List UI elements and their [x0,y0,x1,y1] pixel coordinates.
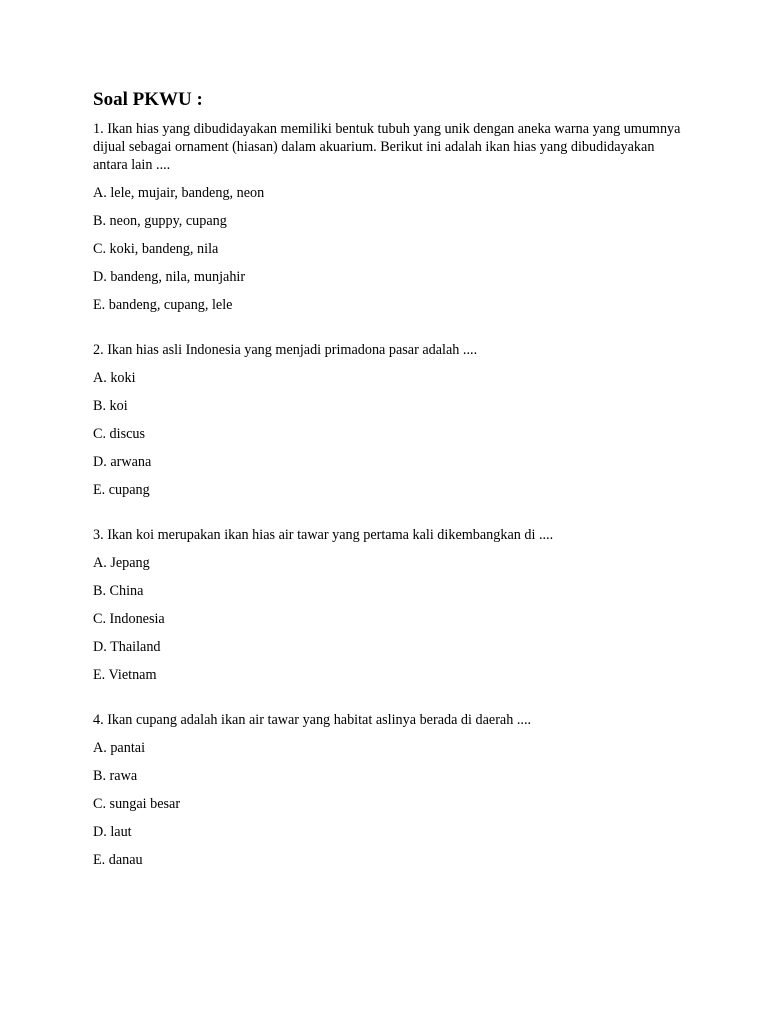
answer-option: D. laut [93,824,132,840]
document-title: Soal PKWU : [93,89,203,110]
answer-option: C. Indonesia [93,611,165,627]
answer-option: B. koi [93,398,128,414]
answer-option: A. pantai [93,740,146,756]
question-block-1 [93,120,683,314]
answer-option: B. China [93,583,144,599]
answer-option: C. discus [93,426,146,442]
answer-option: D. arwana [93,454,152,470]
answer-option: B. rawa [93,768,138,784]
question-text: 2. Ikan hias asli Indonesia yang menjadi primadona pasar adalah .... [93,342,478,358]
answer-option: A. lele, mujair, bandeng, neon [93,185,265,201]
document-page [93,88,683,879]
answer-option: A. Jepang [93,555,150,571]
answer-option: B. neon, guppy, cupang [93,213,227,229]
answer-option: D. Thailand [93,639,161,655]
question-block-2 [93,341,683,499]
answer-option: C. sungai besar [93,796,181,812]
question-text: 3. Ikan koi merupakan ikan hias air tawar yang pertama kali dikembangkan di .... [93,527,554,543]
question-block-3 [93,526,683,684]
answer-option: A. koki [93,370,136,386]
answer-option: E. Vietnam [93,667,157,683]
answer-option: D. bandeng, nila, munjahir [93,269,246,285]
question-text: 1. Ikan hias yang dibudidayakan memiliki bentuk tubuh yang unik dengan aneka warna yang umumnya dijual sebagai ornament (hiasan) dalam akuarium. Berikut ini adalah ikan hias yang dibudidayakan antara lain .... [93,121,681,173]
answer-option: C. koki, bandeng, nila [93,241,219,257]
question-text: 4. Ikan cupang adalah ikan air tawar yang habitat aslinya berada di daerah .... [93,712,532,728]
question-block-4 [93,711,683,869]
answer-option: E. danau [93,852,143,868]
answer-option: E. cupang [93,482,150,498]
answer-option: E. bandeng, cupang, lele [93,297,233,313]
